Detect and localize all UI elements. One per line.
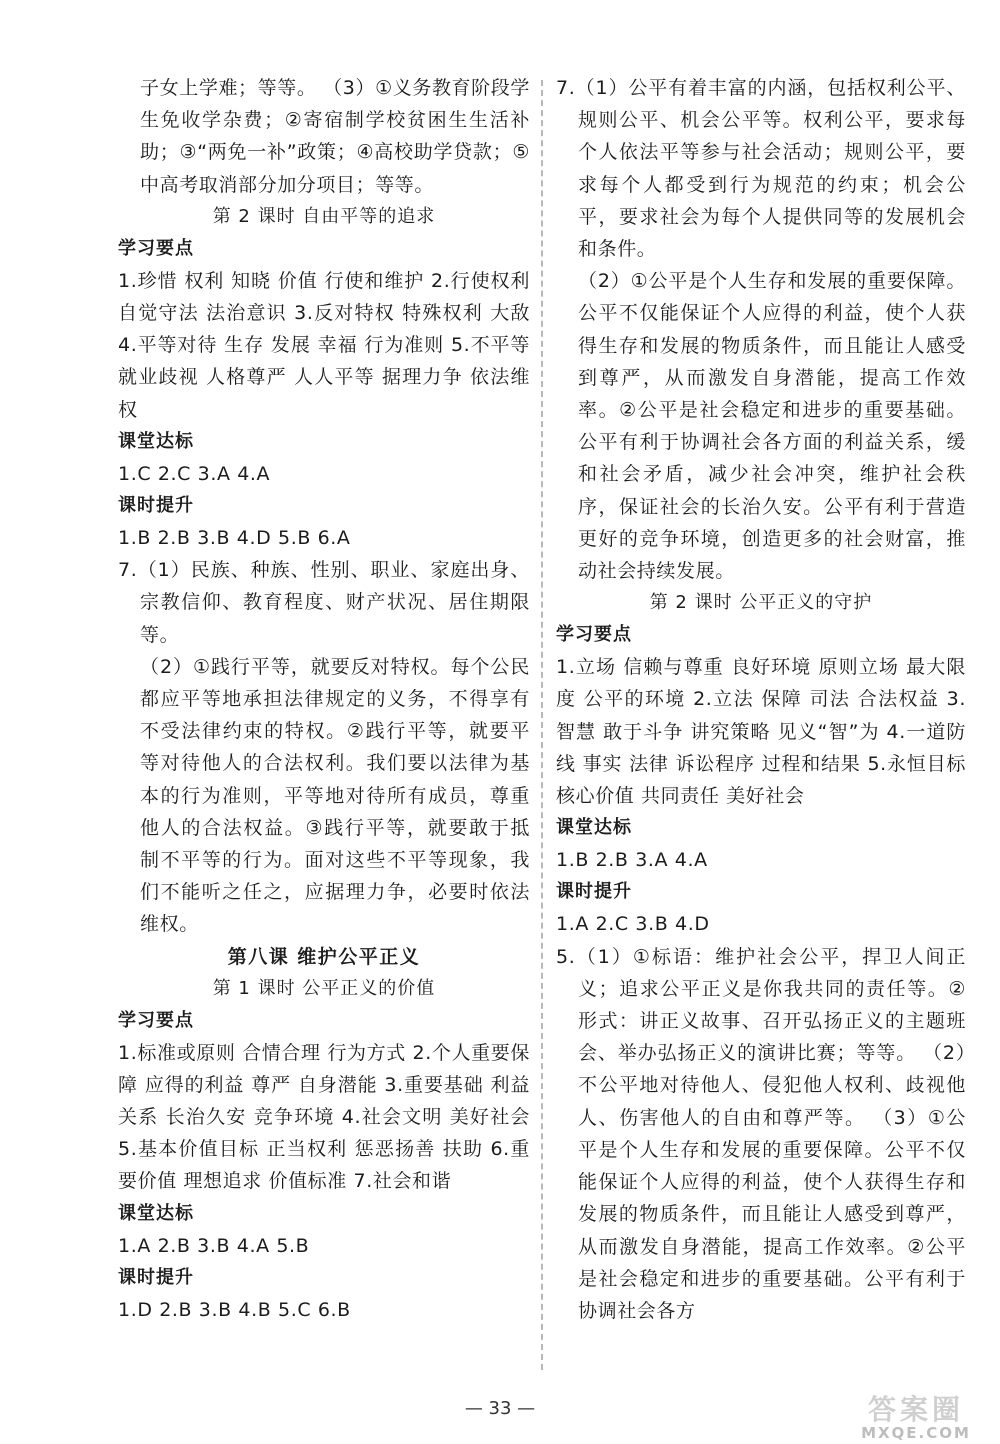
watermark-logo: [836, 1395, 996, 1441]
answer-paragraph: 7.（1）公平有着丰富的内涵，包括权利公平、规则公平、机会公平等。权利公平，要求每个人依法平等参与社会活动；规则公平，要求每个人都受到行为规范的约束；机会公平，要求社会为每个人提供同等的发展机会和条件。: [556, 77, 966, 261]
section-heading: 课堂达标: [118, 430, 194, 452]
section-heading: 学习要点: [118, 237, 194, 259]
section-heading: 课堂达标: [118, 1202, 194, 1224]
page-number: — 33 —: [464, 1398, 536, 1419]
lesson-title: 第 1 课时 公平正义的价值: [212, 977, 436, 999]
watermark-url: MXQE.COM: [861, 1424, 971, 1442]
section-heading: 课时提升: [118, 1266, 194, 1288]
answer-paragraph: 1.珍惜 权利 知晓 价值 行使和维护 2.行使权利 自觉守法 法治意识 3.反对特权 特殊权利 大敌 4.平等对待 生存 发展 幸福 行为准则 5.不平等 就业歧视 人格尊严 人人平等 据理力争 依法维权: [118, 269, 530, 421]
section-heading: 课堂达标: [556, 817, 632, 839]
answer-paragraph: 1.A 2.C 3.B 4.D: [556, 913, 710, 936]
answer-paragraph: 1.标准或原则 合情合理 行为方式 2.个人重要保障 应得的利益 尊严 自身潜能 3.重要基础 利益关系 长治久安 竞争环境 4.社会文明 美好社会 5.基本价值目标 正当权利 惩恶扬善 扶助 6.重要价值 理想追求 价值标准 7.社会和谐: [118, 1041, 530, 1193]
section-heading: 课时提升: [118, 495, 194, 517]
column-divider: [541, 80, 543, 1370]
right-column: [556, 72, 966, 1327]
left-column: [118, 72, 530, 1326]
section-heading: 课时提升: [556, 881, 632, 903]
answer-paragraph: 7.（1）民族、种族、性别、职业、家庭出身、宗教信仰、教育程度、财产状况、居住期限等。: [118, 559, 530, 646]
lesson-title: 第 2 课时 自由平等的追求: [212, 205, 436, 227]
answer-paragraph: 1.B 2.B 3.B 4.D 5.B 6.A: [118, 527, 351, 550]
answer-paragraph: 1.C 2.C 3.A 4.A: [118, 462, 271, 485]
answer-paragraph: （2）①践行平等，就要反对特权。每个公民都应平等地承担法律规定的义务，不得享有不受法律约束的特权。②践行平等，就要平等对待他人的合法权利。我们要以法律为基本的行为准则，平等地对待所有成员，尊重他人的合法权益。③践行平等，就要敢于抵制不平等的行为。面对这些不平等现象，我们不能听之任之，应据理力争，必要时依法维权。: [140, 655, 530, 936]
unit-title: 第八课 维护公平正义: [227, 945, 421, 968]
answer-paragraph: 1.B 2.B 3.A 4.A: [556, 849, 708, 872]
answer-paragraph: 1.A 2.B 3.B 4.A 5.B: [118, 1234, 310, 1257]
answer-paragraph: 5.（1）①标语：维护社会公平，捍卫人间正义；追求公平正义是你我共同的责任等。②形式：讲正义故事、召开弘扬正义的主题班会、举办弘扬正义的演讲比赛；等等。 （2）不公平地对待他人、侵犯他人权利、歧视他人、伤害他人的自由和尊严等。 （3）①公平是个人生存和发展的重要保障。公平不仅能保证个人应得的利益，使个人获得生存和发展的物质条件，而且能让人感受到尊严，从而激发自身潜能，提高工作效率。②公平是社会稳定和进步的重要基础。公平有利于协调社会各方: [556, 945, 966, 1322]
answer-paragraph: （2）①公平是个人生存和发展的重要保障。公平不仅能保证个人应得的利益，使个人获得生存和发展的物质条件，而且能让人感受到尊严，从而激发自身潜能，提高工作效率。②公平是社会稳定和进步的重要基础。公平有利于协调社会各方面的利益关系，缓和社会矛盾，减少社会冲突，维护社会秩序，保证社会的长治久安。公平有利于营造更好的竞争环境，创造更多的社会财富，推动社会持续发展。: [578, 270, 966, 583]
answer-paragraph: 子女上学难；等等。 （3）①义务教育阶段学生免收学杂费；②寄宿制学校贫困生生活补助；③“两免一补”政策；④高校助学贷款；⑤中高考取消部分加分项目；等等。: [140, 77, 530, 196]
answer-paragraph: 1.立场 信赖与尊重 良好环境 原则立场 最大限度 公平的环境 2.立法 保障 司法 合法权益 3.智慧 敢于斗争 讲究策略 见义“智”为 4.一道防线 事实 法律 诉讼程序 过程和结果 5.永恒目标 核心价值 共同责任 美好社会: [556, 656, 966, 808]
lesson-title: 第 2 课时 公平正义的守护: [649, 592, 873, 614]
section-heading: 学习要点: [556, 624, 632, 646]
section-heading: 学习要点: [118, 1009, 194, 1031]
watermark-text: 答案圈: [867, 1393, 964, 1426]
answer-paragraph: 1.D 2.B 3.B 4.B 5.C 6.B: [118, 1298, 351, 1321]
